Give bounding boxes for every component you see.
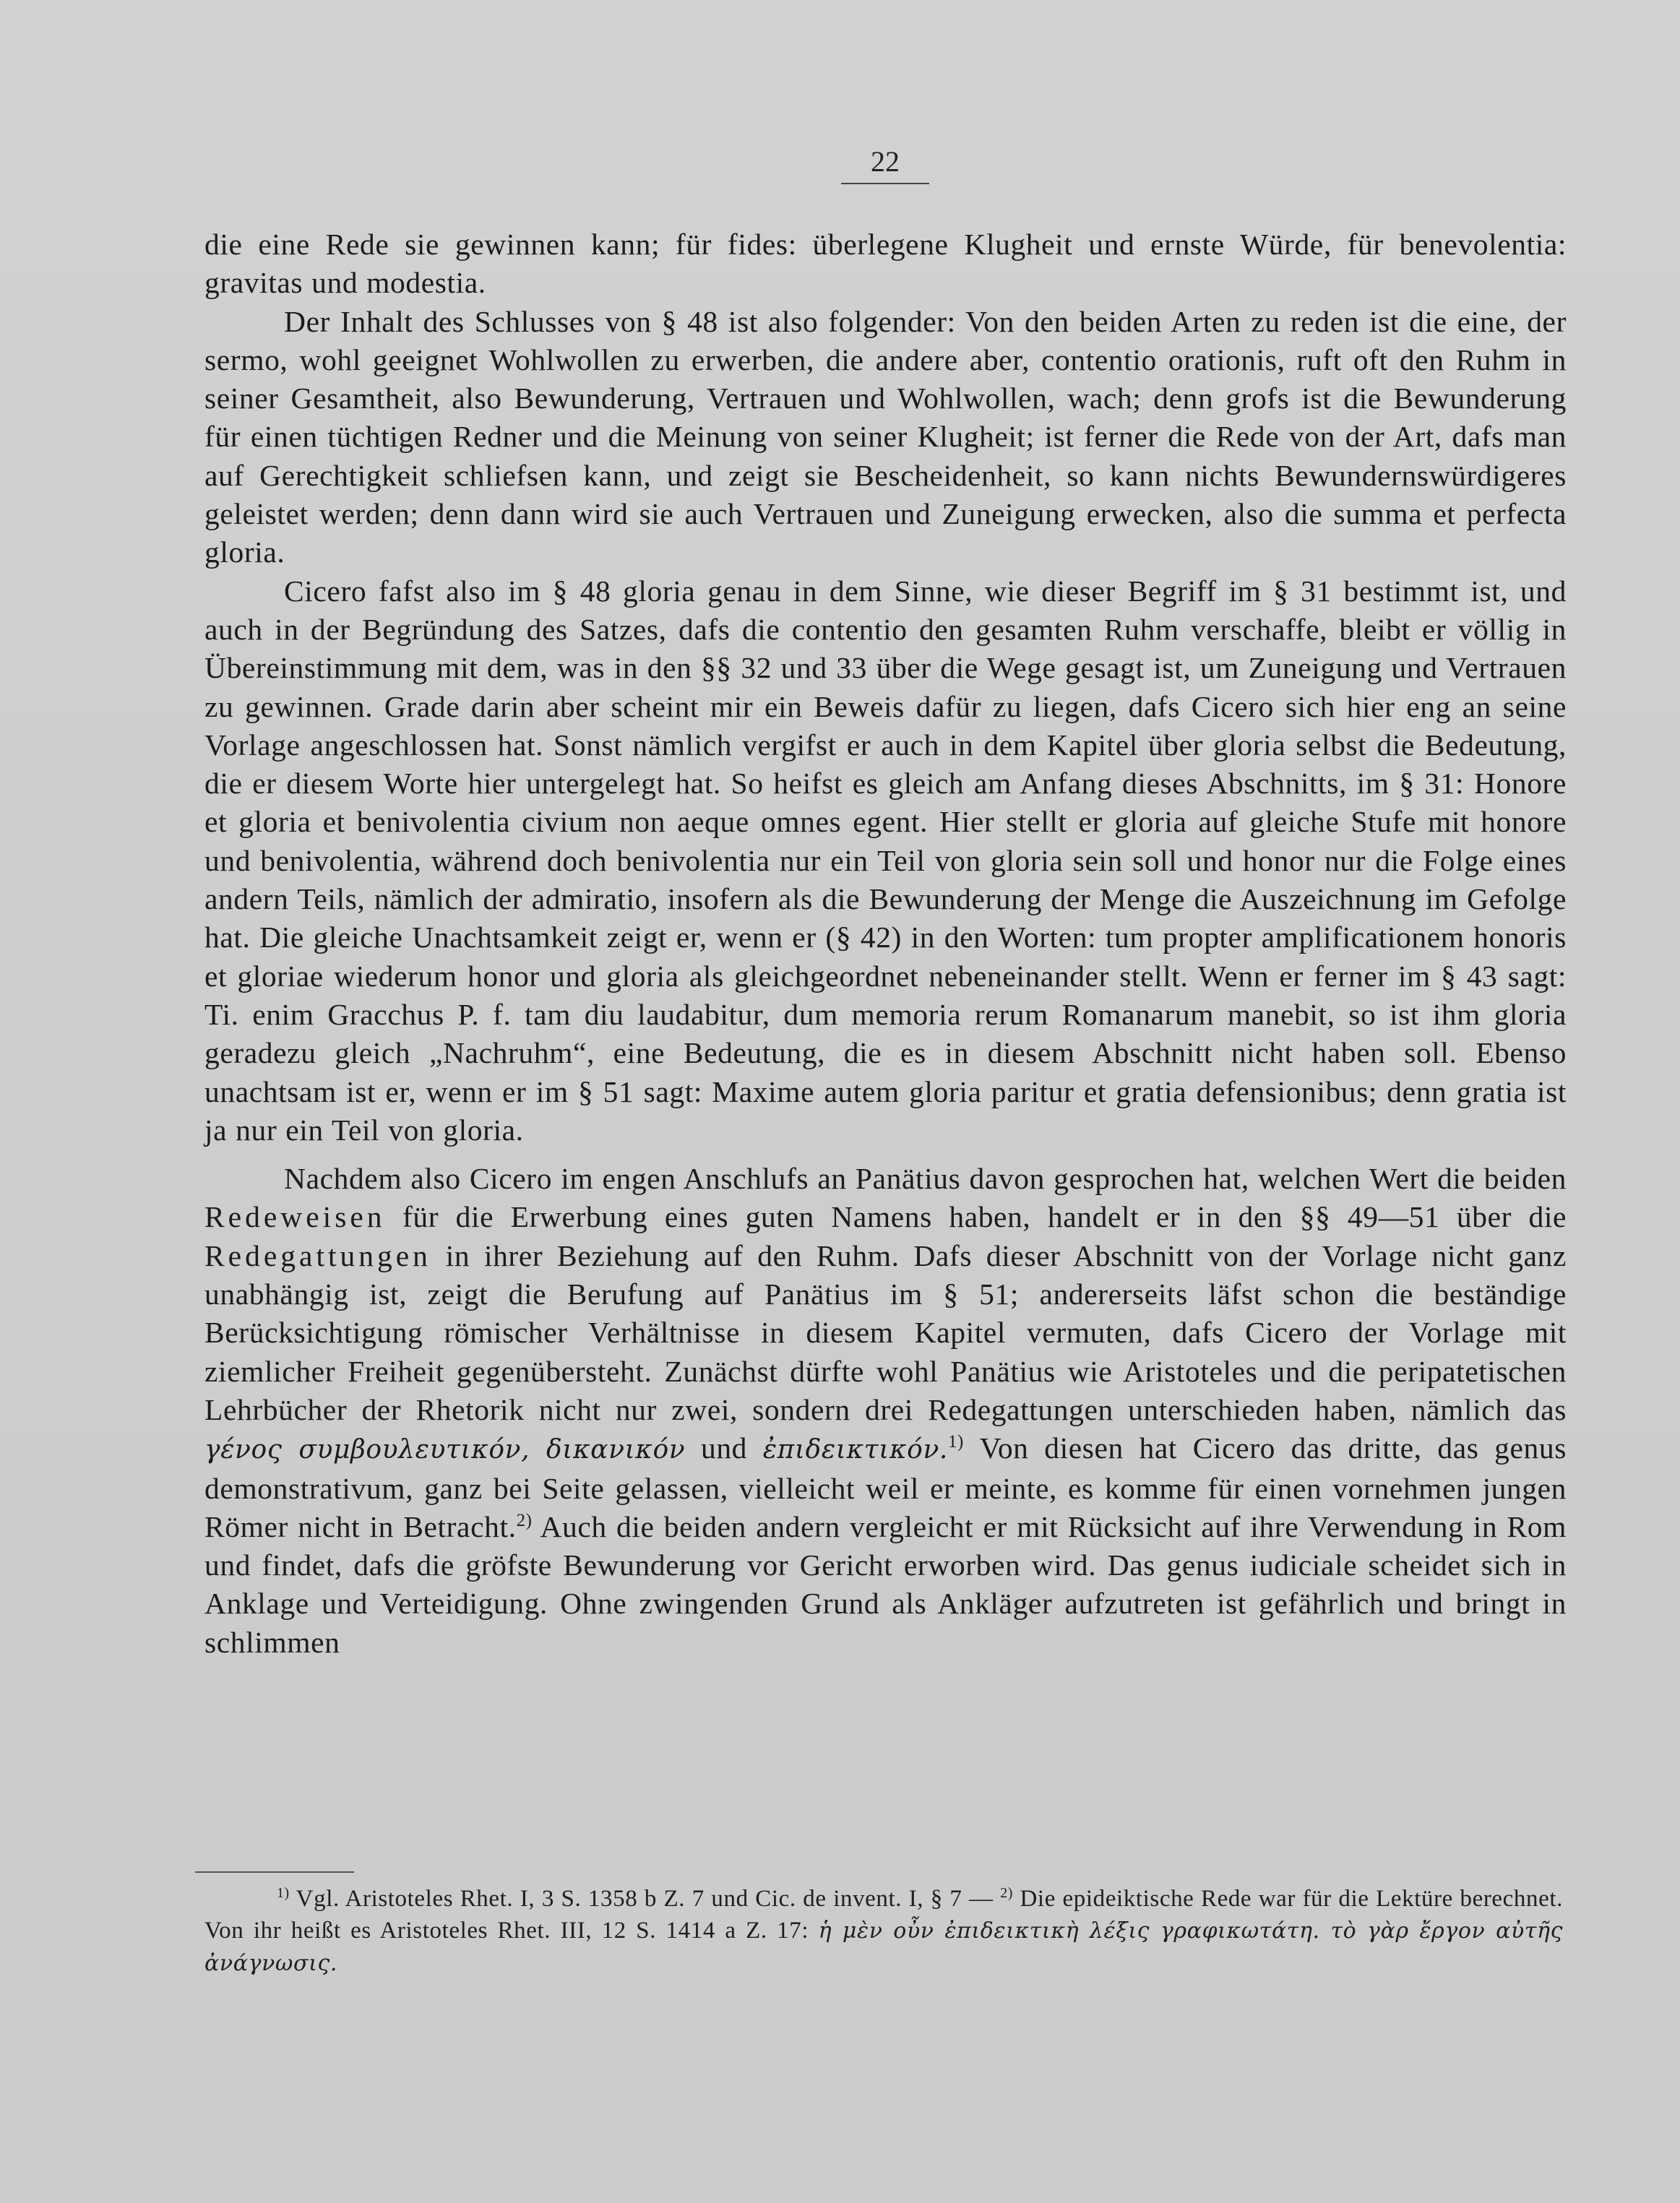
footnote-2-text: Die epideiktische Rede war für die Lektüre berechnet. Von ihr heißt es Aristoteles Rhet. III, 12 S. 1414 a Z. 17: — [204, 1886, 1563, 1944]
paragraph-4-part-2: für die Erwerbung eines guten Namens haben, handelt er in den §§ 49—51 über die — [385, 1200, 1567, 1234]
footnote-mark-2: 2) — [1000, 1885, 1013, 1901]
footnote-greek-quote: ἡ μὲν οὖν ἐπιδεικτικὴ λέξις γραφικωτάτη. τὸ γὰρ ἔργον αὐτῆς ἀνάγνωσις. — [204, 1918, 1563, 1976]
greek-genos-terms: γένος συμβουλευτικόν, δικανικόν — [204, 1435, 686, 1465]
spaced-word-redeweisen: Redeweisen — [204, 1200, 386, 1234]
paragraph-4-part-4: und — [685, 1431, 763, 1465]
paragraph-3: Cicero fafst also im § 48 gloria genau in dem Sinne, wie dieser Begriff im § 31 bestimmt ist, und auch in der Begründung des Satzes, dafs die contentio den gesamten Ruhm verschaffe, bleibt er völlig in Übereinstimmung mit dem, was in den §§ 32 und 33 über die Wege gesagt ist, um Zuneigung und Vertrauen zu gewinnen. Grade darin aber scheint mir ein Beweis dafür zu liegen, dafs Cicero sich hier eng an seine Vorlage angeschlossen hat. Sonst nämlich vergifst er auch in dem Kapitel über gloria selbst die Bedeutung, die er diesem Worte hier untergelegt hat. So heifst es gleich am Anfang dieses Abschnitts, im § 31: Honore et gloria et benivolentia civium non aeque omnes egent. Hier stellt er gloria auf gleiche Stufe mit honore und benivolentia, während doch benivolentia nur ein Teil von gloria sein soll und honor nur die Folge eines andern Teils, nämlich der admiratio, insofern als die Bewunderung der Menge die Auszeichnung im Gefolge hat. Die gleiche Unachtsamkeit zeigt er, wenn er (§ 42) in den Worten: tum propter amplificationem honoris et gloriae wiederum honor und gloria als gleichgeordnet nebeneinander stellt. Wenn er ferner im § 43 sagt: Ti. enim Gracchus P. f. tam diu laudabitur, dum memoria rerum Romanarum manebit, so ist ihm gloria geradezu gleich „Nachruhm“, eine Bedeutung, die es in diesem Abschnitt nicht haben soll. Ebenso unachtsam ist er, wenn er im § 51 sagt: Maxime autem gloria paritur et gratia defensionibus; denn gratia ist ja nur ein Teil von gloria. — [204, 574, 1567, 1147]
paragraph-4 — [204, 1160, 1567, 1662]
footnote-block — [204, 1883, 1563, 1980]
spaced-word-redegattungen: Redegattungen — [204, 1238, 431, 1272]
paragraph-4-part-6: Auch die beiden andern vergleicht er mit Rücksicht auf ihre Verwendung in Rom und findet, dafs die gröfste Bewunderung vor Gericht erworben wird. Das genus iudiciale scheidet sich in Anklage und Verteidigung. Ohne zwingenden Grund als Ankläger aufzutreten ist gefährlich und bringt in schlimmen — [204, 1509, 1567, 1659]
page-header — [835, 145, 936, 184]
footnote-ref-2: 2) — [516, 1510, 533, 1530]
page-number-rule — [841, 183, 929, 184]
footnote-ref-1: 1) — [947, 1432, 964, 1452]
footnote-mark-1: 1) — [277, 1885, 290, 1901]
paragraph-1: die eine Rede sie gewinnen kann; für fides: überlegene Klugheit und ernste Würde, für benevolentia: gravitas und modestia. — [204, 228, 1567, 300]
greek-epideiktikon: ἐπιδεικτικόν. — [762, 1435, 948, 1465]
footnote-1-text: Vgl. Aristoteles Rhet. I, 3 S. 1358 b Z. 7 und Cic. de invent. I, § 7 — — [289, 1886, 1001, 1912]
footnote-rule — [195, 1871, 354, 1873]
page-number: 22 — [871, 145, 900, 178]
paragraph-4-part-3: in ihrer Beziehung auf den Ruhm. Dafs dieser Abschnitt von der Vorlage nicht ganz unabhängig ist, zeigt die Berufung auf Panätius im § 51; andererseits läfst schon die beständige Berücksichtigung römischer Verhältnisse in diesem Kapitel vermuten, dafs Cicero der Vorlage mit ziemlicher Freiheit gegenübersteht. Zunächst dürfte wohl Panätius wie Aristoteles und die peripatetischen Lehrbücher der Rhetorik nicht nur zwei, sondern drei Redegattungen unterschieden haben, nämlich das — [204, 1238, 1567, 1426]
paragraph-2: Der Inhalt des Schlusses von § 48 ist also folgender: Von den beiden Arten zu reden ist die eine, der sermo, wohl geeignet Wohlwollen zu erwerben, die andere aber, contentio orationis, ruft oft den Ruhm in seiner Gesamtheit, also Bewunderung, Vertrauen und Wohlwollen, wach; denn grofs ist die Bewunderung für einen tüchtigen Redner und die Meinung von seiner Klugheit; ist ferner die Rede von der Art, dafs man auf Gerechtigkeit schliefsen kann, und zeigt sie Bescheidenheit, so kann nichts Bewundernswürdigeres geleistet werden; denn dann wird sie auch Vertrauen und Zuneigung erwecken, also die summa et perfecta gloria. — [204, 304, 1567, 569]
body-text — [204, 225, 1567, 1662]
footnotes — [204, 1883, 1563, 1980]
paragraph-4-part-1: Nachdem also Cicero im engen Anschlufs an Panätius davon gesprochen hat, welchen Wert die beiden — [284, 1162, 1567, 1196]
paragraph-4-part-5: Von diesen hat Cicero das dritte, das genus demonstrativum, ganz bei Seite gelassen, vielleicht weil er meinte, es komme für einen vornehmen jungen Römer nicht in Betracht. — [204, 1431, 1567, 1543]
